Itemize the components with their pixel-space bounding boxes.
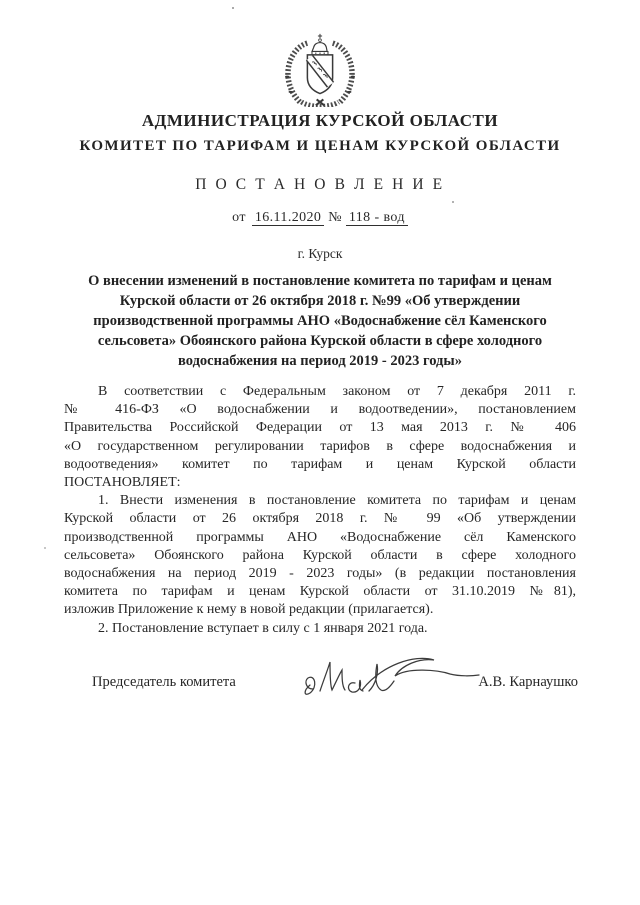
body-line: сельсовета» Обоянского района Курской области в сфере холодного [64, 547, 576, 563]
organization-name: АДМИНИСТРАЦИЯ КУРСКОЙ ОБЛАСТИ [141, 111, 499, 130]
body-line: Курской области от 26 октября 2018 г. № 99 «Об утверждении [64, 511, 576, 527]
document-number: 118 - вод [346, 210, 408, 226]
kursk-coat-of-arms-icon [0, 33, 640, 107]
signer-name: А.В. Карнаушко [478, 674, 578, 690]
title-line: Курской области от 26 октября 2018 г. №99 «Об утверждении [119, 293, 521, 309]
document-type-heading: П О С Т А Н О В Л Е Н И Е [195, 176, 445, 193]
date-number-line [0, 210, 640, 226]
scan-artifact-dot [44, 547, 46, 549]
signer-position: Председатель комитета [92, 674, 236, 690]
number-sign: № [328, 210, 342, 225]
document-date: 16.11.2020 [252, 210, 324, 226]
scan-artifact-dot [452, 201, 454, 203]
title-line: сельсовета» Обоянского района Курской области в сфере холодного [97, 333, 543, 349]
scan-artifact-dot [232, 7, 234, 9]
document-body [64, 383, 576, 638]
body-line: 2. Постановление вступает в силу с 1 января 2021 года. [98, 620, 428, 636]
handwritten-signature-icon [298, 645, 483, 703]
body-line: водоснабжения на период 2019 - 2023 годы» (в редакции постановления [64, 566, 576, 582]
body-line: изложив Приложение к нему в новой редакции (прилагается). [64, 602, 434, 618]
city-label: г. Курск [297, 246, 343, 261]
body-line: В соответствии с Федеральным законом от 7 декабря 2011 г. [98, 384, 576, 399]
title-line: производственной программы АНО «Водоснабжение сёл Каменского [93, 313, 547, 329]
body-line: производственной программы АНО «Водоснабжение сёл Каменского [64, 529, 576, 545]
committee-name: КОМИТЕТ ПО ТАРИФАМ И ЦЕНАМ КУРСКОЙ ОБЛАСТИ [79, 138, 561, 154]
title-line: водоснабжения на период 2019 - 2023 годы» [178, 353, 462, 369]
document-title [68, 271, 572, 371]
body-line: комитета по тарифам и ценам Курской области от 31.10.2019 №81), [64, 584, 576, 600]
body-line: Правительства Российской Федерации от 13 мая 2013 г. № 406 [64, 420, 576, 436]
title-line: О внесении изменений в постановление комитета по тарифам и ценам [88, 273, 552, 289]
body-line: ПОСТАНОВЛЯЕТ: [64, 475, 181, 491]
body-line: водоотведения» комитет по тарифам и ценам Курской области [64, 456, 576, 472]
body-line: «О государственном регулировании тарифов в сфере водоснабжения и [64, 438, 576, 454]
date-prefix-label: от [232, 210, 246, 225]
body-line: 1. Внести изменения в постановление комитета по тарифам и ценам [98, 493, 576, 509]
body-line: № 416-ФЗ «О водоснабжении и водоотведении», постановлением [64, 402, 576, 418]
